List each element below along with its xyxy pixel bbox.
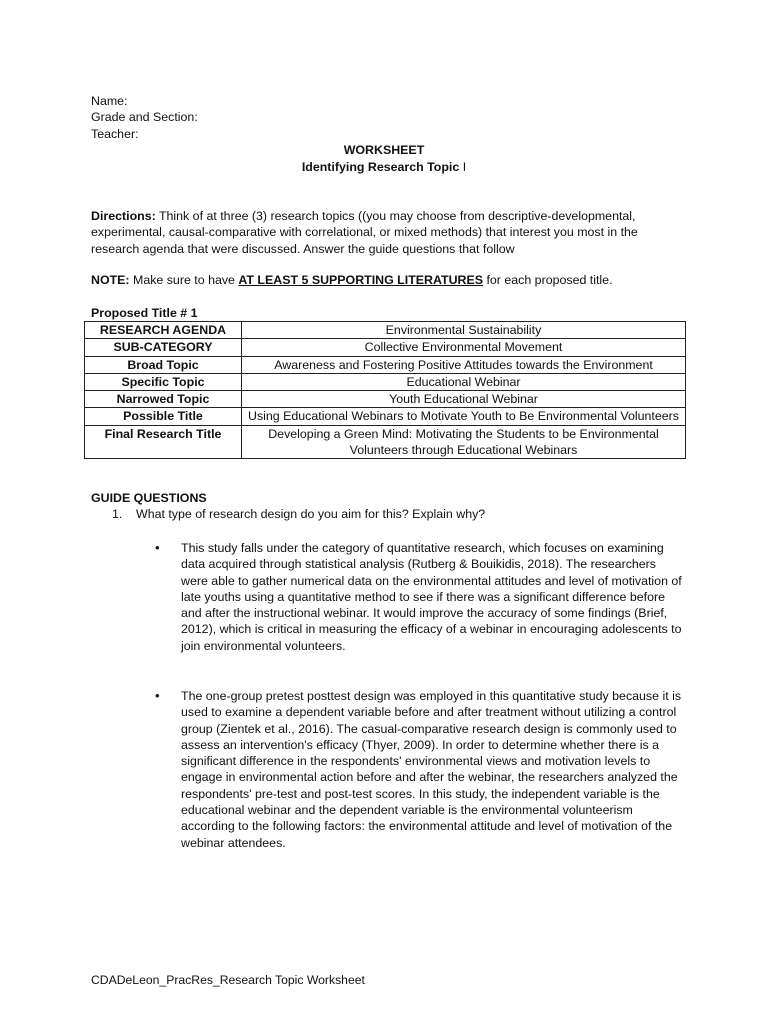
note-emphasis: AT LEAST 5 SUPPORTING LITERATURES — [238, 273, 484, 287]
guide-questions-label: GUIDE QUESTIONS — [91, 491, 207, 505]
research-agenda-table — [84, 321, 686, 459]
bullet-icon: • — [155, 688, 160, 703]
table-row — [85, 408, 686, 425]
row-value: Awareness and Fostering Positive Attitudes towards the Environment — [242, 356, 686, 373]
table-row — [85, 391, 686, 408]
table-row — [85, 322, 686, 339]
bullet-icon: • — [155, 540, 160, 555]
row-key: Possible Title — [85, 408, 242, 425]
topic-heading-suffix: I — [462, 160, 467, 174]
row-key: Final Research Title — [85, 425, 242, 459]
student-info — [91, 93, 198, 142]
topic-heading-text: Identifying Research Topic — [301, 160, 460, 174]
directions-paragraph — [91, 208, 681, 257]
directions-label: Directions: — [91, 209, 156, 223]
topic-heading — [0, 159, 768, 176]
note-label: NOTE: — [91, 273, 130, 287]
row-key: Narrowed Topic — [85, 391, 242, 408]
row-value: Developing a Green Mind: Motivating the Students to be Environmental Volunteers through Educational Webinars — [242, 425, 686, 459]
answer-text: This study falls under the category of quantitative research, which focuses on examining data acquired through statistical analysis (Rutberg & Bouikidis, 2018). The researchers were able to gather numerical data on the environmental attitudes and level of motivation of late youths using a quantitative method to see if there was a significant difference before and after the instructional webinar. It would improve the accuracy of some findings (Brief, 2012), which is critical in measuring the efficacy of a webinar in encouraging adolescents to join environmental volunteers. — [181, 541, 682, 653]
answer-text: The one-group pretest posttest design was employed in this quantitative study because it is used to examine a dependent variable before and after treatment without utilizing a control group (Zientek et al., 2016). The casual-comparative research design is commonly used to assess an intervention's efficacy (Thyer, 2009). In order to determine whether there is a significant difference in the respondents' environmental views and motivation levels to engage in environmental action before and after the webinar, the researchers analyzed the respondents' pre-test and post-test scores. In this study, the independent variable is the educational webinar and the dependent variable is the environmental volunteerism according to the following factors: the environmental attitude and level of motivation of the webinar attendees. — [181, 689, 682, 850]
row-value: Collective Environmental Movement — [242, 339, 686, 356]
directions-text: Think of at three (3) research topics ((you may choose from descriptive-developmental, experimental, causal-comparative with correlational, or mixed methods) that interest you most in the research agenda that were discussed. Answer the guide questions that follow — [91, 209, 638, 256]
row-key: SUB-CATEGORY — [85, 339, 242, 356]
worksheet-titles — [0, 142, 768, 176]
teacher-label: Teacher: — [91, 126, 139, 141]
row-value: Youth Educational Webinar — [242, 391, 686, 408]
question-text: What type of research design do you aim for this? Explain why? — [136, 507, 486, 521]
table-row — [85, 339, 686, 356]
note-pre: Make sure to have — [133, 273, 235, 287]
name-label: Name: — [91, 94, 128, 108]
note-paragraph — [91, 272, 691, 288]
table-row — [85, 425, 686, 459]
question-number: 1. — [112, 507, 123, 521]
proposed-title-label: Proposed Title # 1 — [91, 306, 198, 320]
row-key: Broad Topic — [85, 356, 242, 373]
question-1 — [112, 506, 485, 522]
grade-section-label: Grade and Section: — [91, 110, 198, 125]
row-value: Using Educational Webinars to Motivate Youth to Be Environmental Volunteers — [242, 408, 686, 425]
page-footer: CDADeLeon_PracRes_Research Topic Worksheet — [91, 973, 365, 987]
worksheet-heading: WORKSHEET — [343, 143, 425, 157]
table-row — [85, 356, 686, 373]
row-value: Environmental Sustainability — [242, 322, 686, 339]
row-value: Educational Webinar — [242, 373, 686, 390]
table-row — [85, 373, 686, 390]
row-key: RESEARCH AGENDA — [85, 322, 242, 339]
row-key: Specific Topic — [85, 373, 242, 390]
note-post: for each proposed title. — [486, 273, 613, 287]
